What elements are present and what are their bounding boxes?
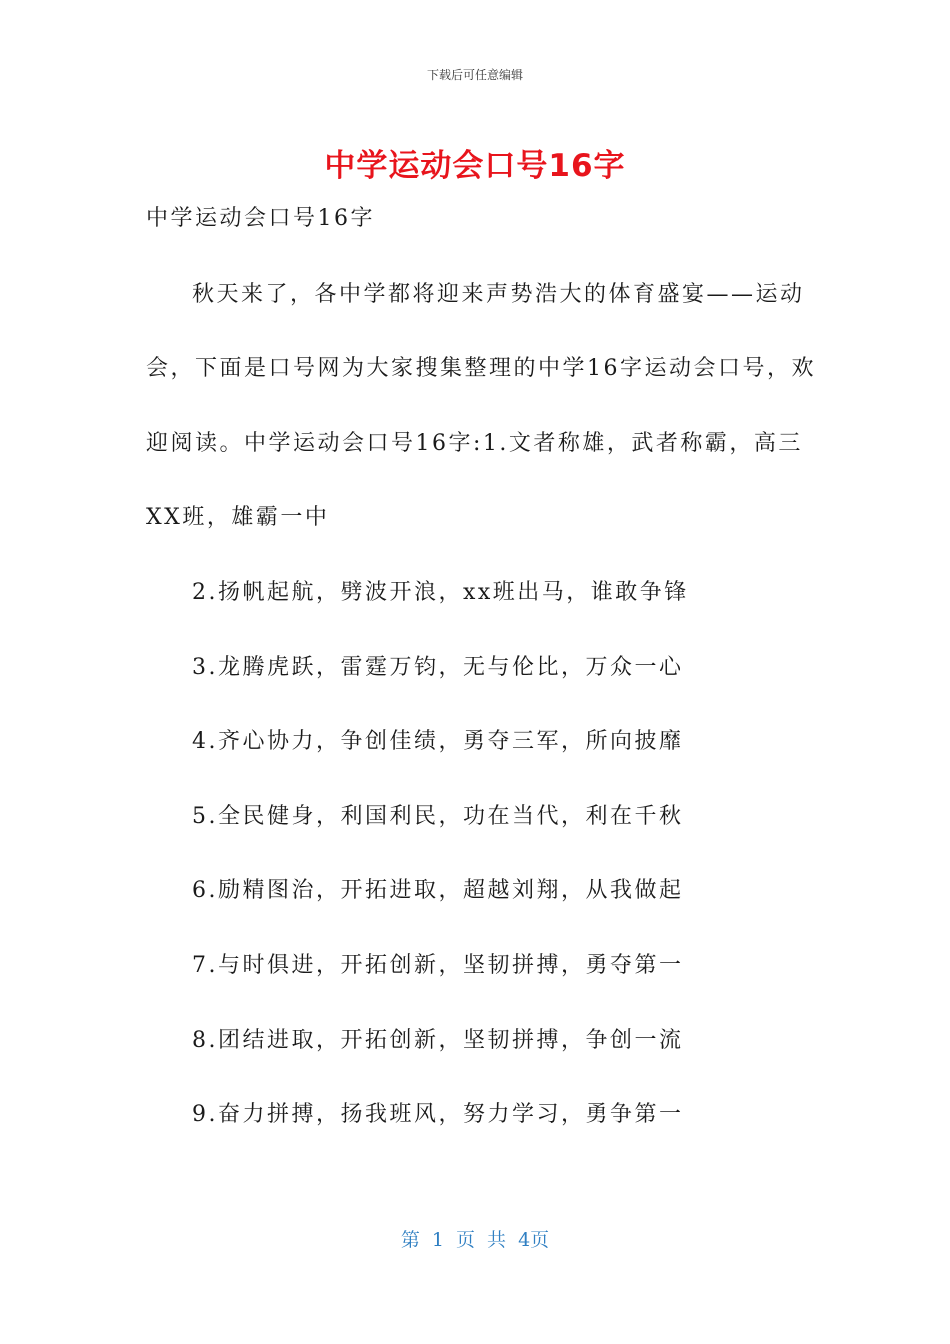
slogan-item-3: 3.龙腾虎跃，雷霆万钧，无与伦比，万众一心 — [192, 655, 684, 680]
intro-line-3: 迎阅读。中学运动会口号16字:1.文者称雄，武者称霸，高三 — [146, 431, 803, 456]
slogan-item-4: 4.齐心协力，争创佳绩，勇夺三军，所向披靡 — [192, 729, 684, 754]
slogan-item-2: 2.扬帆起航，劈波开浪，xx班出马，谁敢争锋 — [192, 580, 689, 605]
subtitle-line: 中学运动会口号16字 — [146, 206, 375, 231]
intro-line-1: 秋天来了，各中学都将迎来声势浩大的体育盛宴——运动 — [192, 282, 805, 307]
header-note: 下载后可任意编辑 — [426, 68, 523, 82]
slogan-item-7: 7.与时俱进，开拓创新，坚韧拼搏，勇夺第一 — [192, 953, 684, 978]
slogan-item-9: 9.奋力拼搏，扬我班风，努力学习，勇争第一 — [192, 1102, 684, 1127]
slogan-item-8: 8.团结进取，开拓创新，坚韧拼搏，争创一流 — [192, 1028, 684, 1053]
slogan-item-6: 6.励精图治，开拓进取，超越刘翔，从我做起 — [192, 878, 684, 903]
intro-line-2: 会，下面是口号网为大家搜集整理的中学16字运动会口号，欢 — [146, 356, 816, 381]
intro-line-4: XX班，雄霸一中 — [146, 505, 330, 530]
slogan-item-5: 5.全民健身，利国利民，功在当代，利在千秋 — [192, 804, 684, 829]
page-footer: 第 1 页 共 4页 — [400, 1229, 550, 1251]
document-title: 中学运动会口号16字 — [324, 148, 626, 184]
